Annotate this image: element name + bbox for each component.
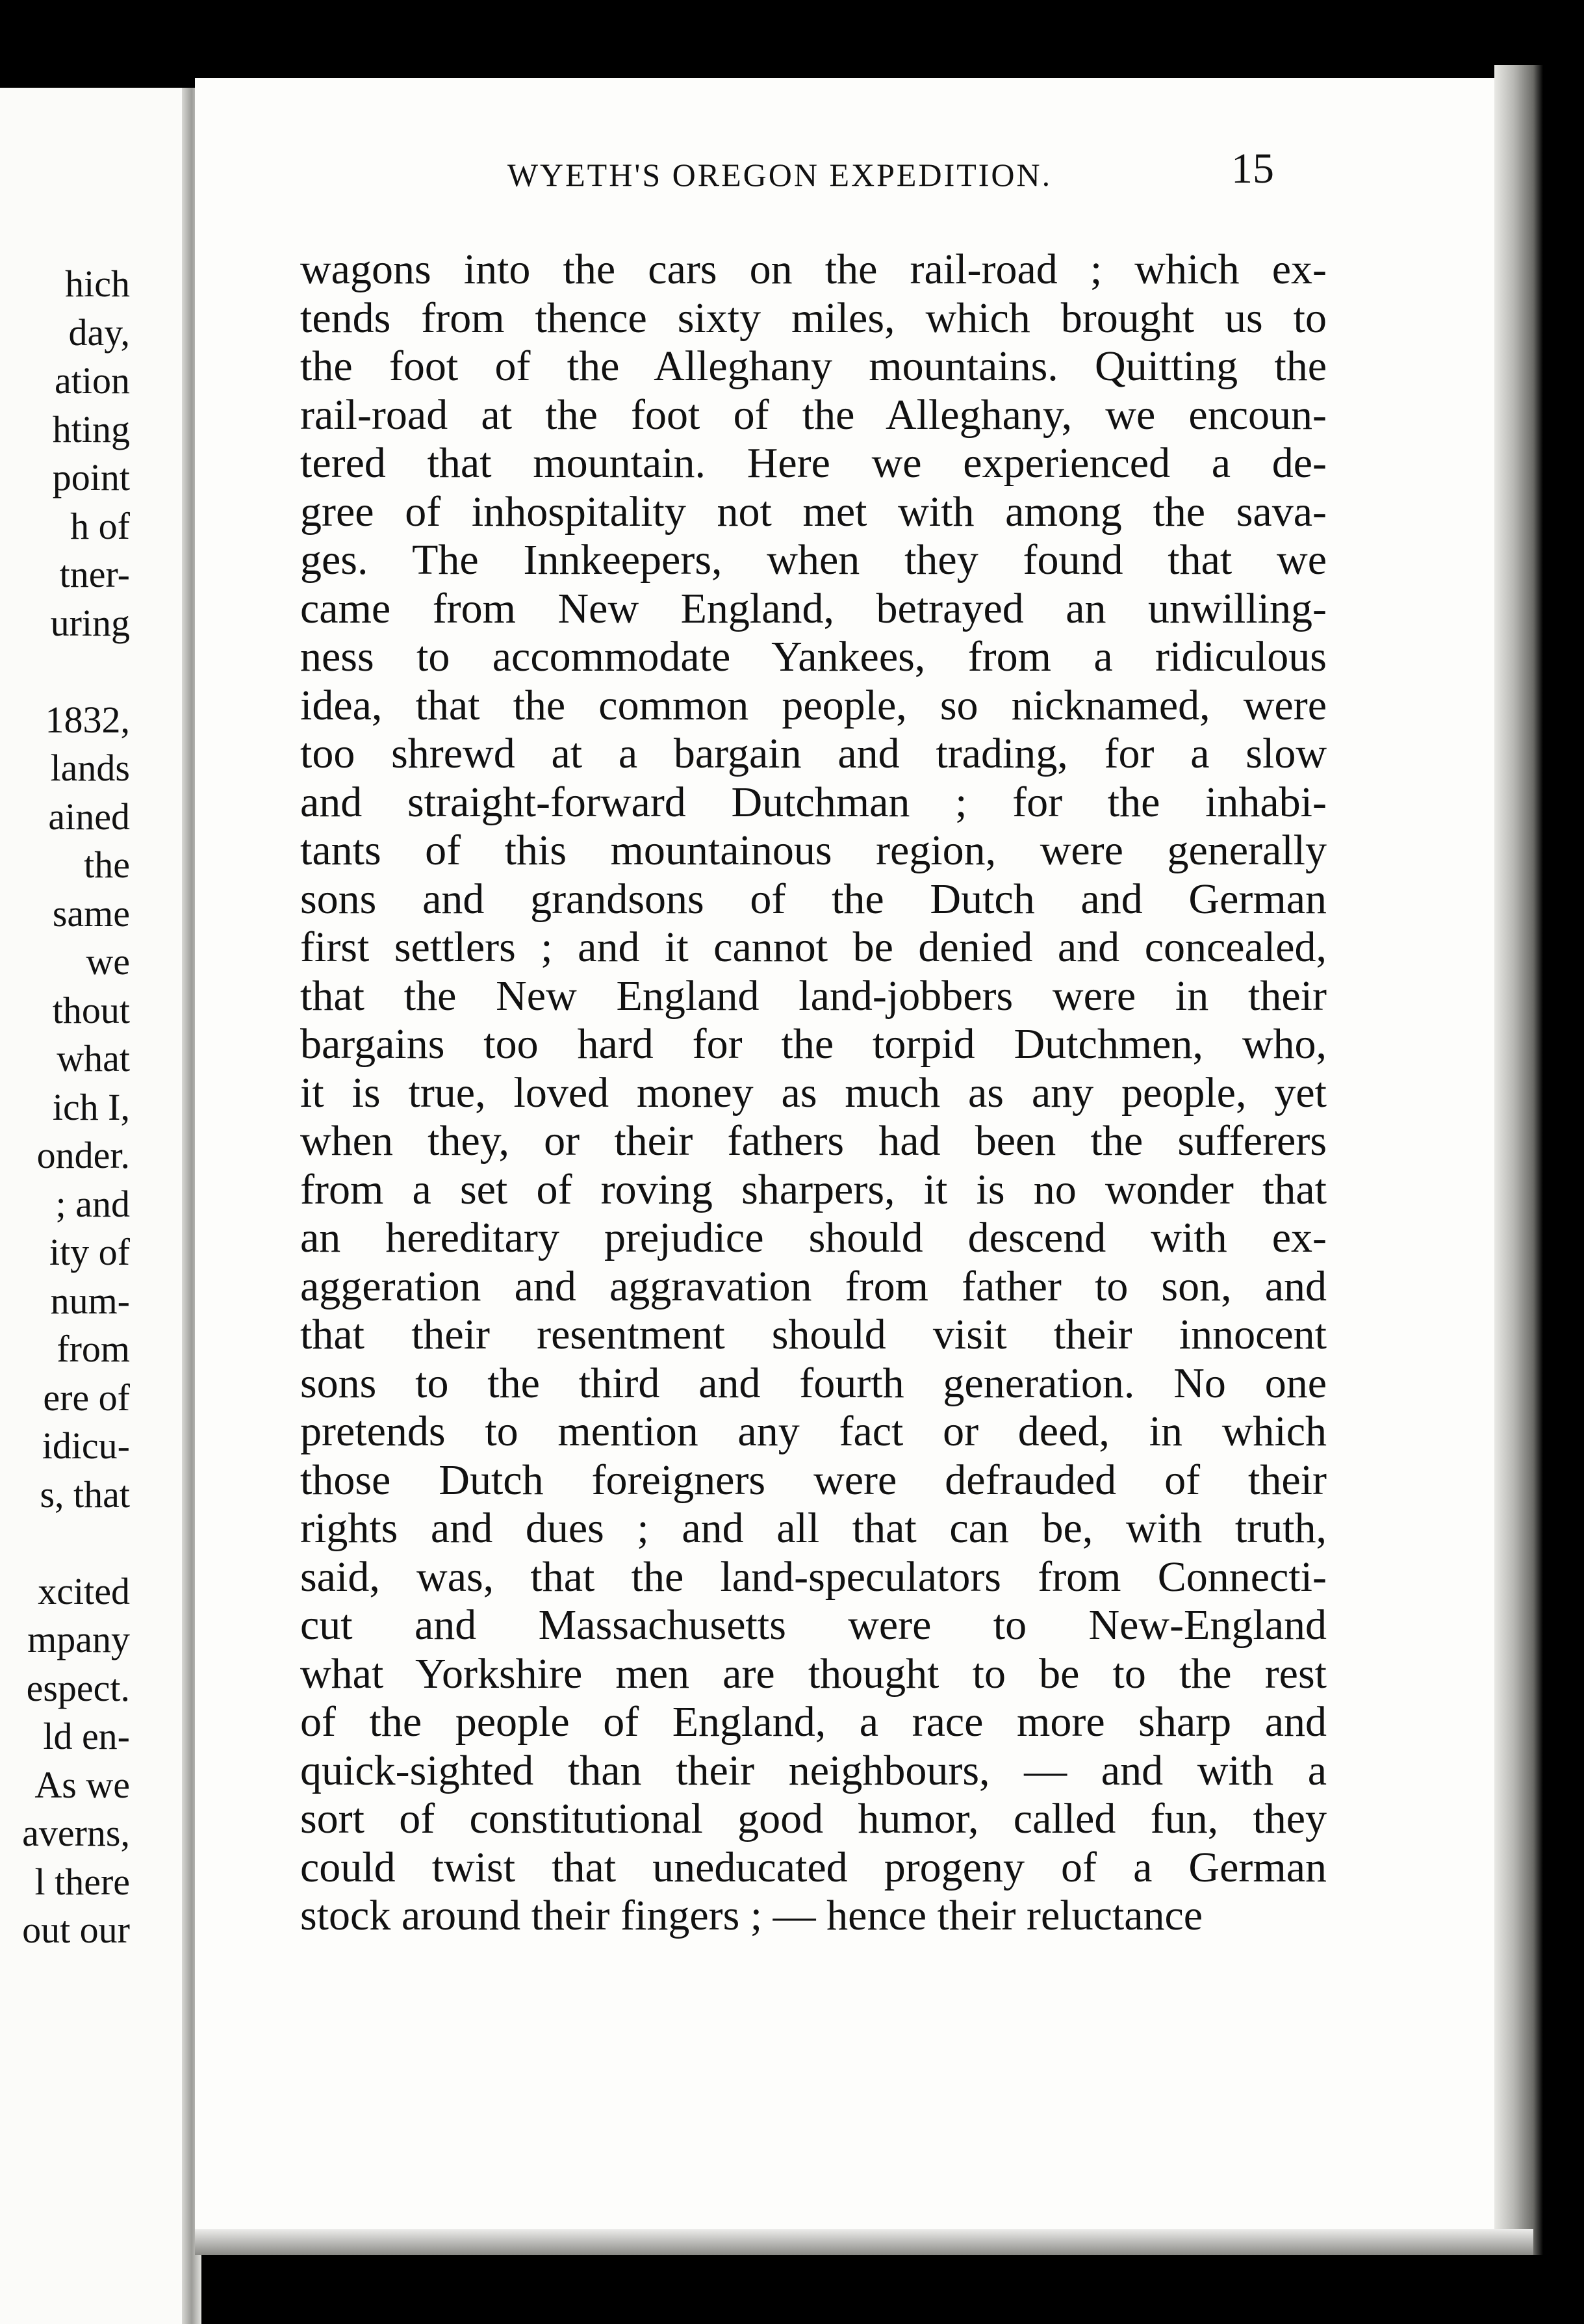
left-page-text: [0, 260, 130, 1955]
left-page-line: ich I,: [52, 1085, 130, 1128]
left-page-line: same: [52, 892, 130, 935]
text-line: wagons into the cars on the rail-road ; which ex-: [300, 246, 1327, 293]
body-text: [300, 246, 1327, 1941]
left-page-line: num-: [50, 1279, 130, 1322]
left-page-line: from: [57, 1328, 130, 1370]
text-line: pretends to mention any fact or deed, in which: [300, 1408, 1327, 1455]
left-page-line: ation: [55, 359, 130, 402]
left-page-line: hting: [52, 407, 130, 450]
left-page-line: ; and: [55, 1182, 130, 1225]
left-page-line: s, that: [40, 1473, 130, 1516]
text-line: could twist that uneducated progeny of a German: [300, 1843, 1327, 1891]
text-line: sons and grandsons of the Dutch and German: [300, 875, 1327, 923]
text-line: gree of inhospitality not met with among the sava-: [300, 487, 1327, 536]
left-page-line: idicu-: [42, 1425, 130, 1467]
left-page-line: point: [52, 456, 130, 498]
left-page-line: out our: [22, 1909, 130, 1951]
left-page-line: h of: [70, 504, 130, 547]
text-line: tends from thence sixty miles, which brought us to: [300, 294, 1327, 342]
left-page-line: averns,: [22, 1812, 130, 1854]
text-line: those Dutch foreigners were defrauded of their: [300, 1456, 1327, 1504]
text-line: rights and dues ; and all that can be, with truth,: [300, 1504, 1327, 1552]
text-line: from a set of roving sharpers, it is no wonder that: [300, 1165, 1327, 1213]
running-head: WYETH'S OREGON EXPEDITION.: [507, 157, 1053, 193]
left-page-line: As we: [34, 1763, 130, 1806]
left-page-line: day,: [68, 311, 130, 354]
left-page-line: xcited: [38, 1569, 130, 1612]
left-page-line: 1832,: [45, 698, 130, 741]
text-line: cut and Massachusetts were to New-England: [300, 1601, 1327, 1649]
left-page-line: uring: [50, 601, 130, 644]
page-edge-right: [1494, 65, 1543, 2255]
text-line: quick-sighted than their neighbours, — and with a: [300, 1746, 1327, 1794]
left-page-line: tner-: [59, 553, 130, 595]
text-line: of the people of England, a race more sharp and: [300, 1698, 1327, 1746]
text-line: that their resentment should visit their innocent: [300, 1311, 1327, 1358]
text-line: sort of constitutional good humor, called fun, they: [300, 1795, 1327, 1842]
left-page-line: the: [84, 844, 130, 886]
page-edge-bottom: [195, 2229, 1533, 2255]
text-line: sons to the third and fourth generation. No one: [300, 1359, 1327, 1407]
left-page-line: espect.: [26, 1666, 130, 1709]
left-page-line: l there: [34, 1860, 130, 1903]
left-page-line: ity of: [49, 1231, 130, 1273]
text-line: said, was, that the land-speculators from Connecti-: [300, 1553, 1327, 1601]
left-page-line: what: [57, 1037, 130, 1079]
left-page-line: onder.: [36, 1134, 130, 1176]
left-page-line: we: [86, 940, 130, 983]
text-line: the foot of the Alleghany mountains. Quitting the: [300, 342, 1327, 390]
left-page-line: [0, 1519, 130, 1568]
left-page-line: ld en-: [43, 1715, 130, 1757]
text-line: rail-road at the foot of the Alleghany, we encoun-: [300, 391, 1327, 439]
left-page-line: ere of: [43, 1376, 130, 1419]
left-page-line: ained: [48, 795, 130, 838]
text-line: bargains too hard for the torpid Dutchmen, who,: [300, 1020, 1327, 1068]
text-line: it is true, loved money as much as any people, yet: [300, 1068, 1327, 1117]
text-line: ges. The Innkeepers, when they found that we: [300, 536, 1327, 584]
text-line: tants of this mountainous region, were generally: [300, 827, 1327, 874]
left-page-line: hich: [65, 263, 130, 305]
text-line: first settlers ; and it cannot be denied and concealed,: [300, 923, 1327, 971]
text-line: ness to accommodate Yankees, from a ridiculous: [300, 633, 1327, 680]
left-page-line: lands: [50, 747, 130, 789]
page-number: 15: [1231, 145, 1274, 192]
text-line: and straight-forward Dutchman ; for the inhabi-: [300, 778, 1327, 826]
left-page-line: thout: [52, 988, 130, 1031]
text-line: idea, that the common people, so nicknamed, were: [300, 681, 1327, 729]
text-line: tered that mountain. Here we experienced a de-: [300, 439, 1327, 487]
text-line: stock around their fingers ; — hence their reluctance: [300, 1892, 1203, 1939]
text-line: too shrewd at a bargain and trading, for a slow: [300, 730, 1327, 777]
text-line: when they, or their fathers had been the sufferers: [300, 1117, 1327, 1165]
text-line: that the New England land-jobbers were in their: [300, 972, 1327, 1020]
text-line: what Yorkshire men are thought to be to the rest: [300, 1649, 1327, 1698]
left-page-line: [0, 647, 130, 696]
text-line: aggeration and aggravation from father to son, and: [300, 1262, 1327, 1310]
left-page-line: mpany: [27, 1618, 130, 1660]
text-line: came from New England, betrayed an unwilling-: [300, 584, 1327, 632]
text-line: an hereditary prejudice should descend with ex-: [300, 1214, 1327, 1261]
